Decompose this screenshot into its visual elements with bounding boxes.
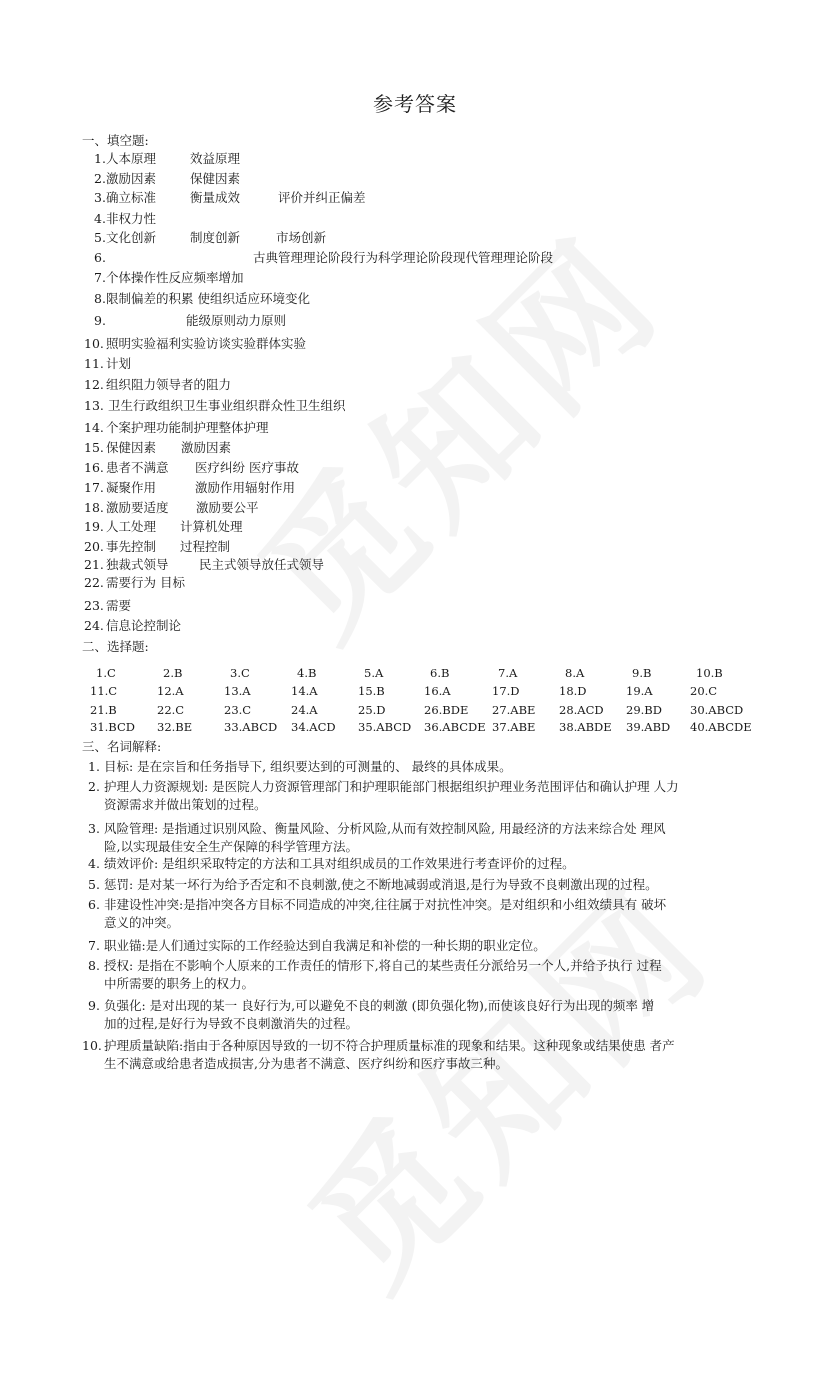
item-number: 5. (88, 877, 100, 892)
definition-text: 职业锚:是人们通过实际的工作经验达到自我满足和补偿的一种长期的职业定位。 (104, 938, 546, 953)
definition-text: 惩罚: 是对某一坏行为给予否定和不良刺激,使之不断地减弱或消退,是行为导致不良刺激出现的过程。 (104, 877, 658, 892)
definition-item (88, 876, 753, 894)
choice-answer: 16.A (424, 684, 451, 698)
definition-item (82, 1037, 747, 1072)
choice-answer: 6.B (430, 666, 450, 680)
choice-answer: 3.C (230, 666, 250, 680)
answer-text: 限制偏差的积累 使组织适应环境变化 (106, 291, 310, 306)
choice-answer: 4.B (297, 666, 317, 680)
item-number: 7. (88, 938, 100, 953)
item-number: 13. (84, 398, 104, 413)
item-number: 6. (94, 250, 106, 265)
definition-item (88, 758, 753, 776)
answer-text: 照明实验福利实验访谈实验群体实验 (106, 336, 307, 351)
answer-text: 计划 (106, 356, 132, 371)
item-number: 7. (94, 270, 106, 285)
section-heading-multiple-choice: 二、选择题: (82, 639, 149, 654)
choice-answer: 24.A (291, 703, 318, 717)
definition-text: 生不满意或给患者造成损害,分为患者不满意、医疗纠纷和医疗事故三种。 (104, 1055, 508, 1071)
choice-answer: 20.C (690, 684, 718, 698)
choice-answer: 14.A (291, 684, 318, 698)
definition-text: 中所需要的职务上的权力。 (104, 975, 255, 991)
choice-answer: 39.ABD (626, 720, 671, 734)
choice-answer: 18.D (559, 684, 587, 698)
answer-text: 保健因素 (190, 171, 241, 186)
answer-text: 需要 (106, 598, 132, 613)
answer-text: 衡量成效 (190, 190, 241, 205)
definition-item (88, 778, 753, 813)
choice-answer: 15.B (358, 684, 385, 698)
item-number: 1. (94, 151, 106, 166)
item-number: 2. (94, 171, 106, 186)
item-number: 17. (84, 480, 104, 495)
choice-answer: 9.B (632, 666, 652, 680)
answer-text: 卫生行政组织卫生事业组织群众性卫生组织 (108, 398, 346, 413)
answer-text: 非权力性 (106, 211, 157, 226)
definition-text: 风险管理: 是指通过识别风险、衡量风险、分析风险,从而有效控制风险, 用最经济的方法来综合处 理风 (104, 821, 666, 836)
item-number: 14. (84, 420, 104, 435)
item-number: 22. (84, 575, 104, 590)
answer-text: 评价并纠正偏差 (278, 190, 366, 205)
definition-text: 资源需求并做出策划的过程。 (104, 796, 267, 812)
definition-text: 护理人力资源规划: 是医院人力资源管理部门和护理职能部门根据组织护理业务范围评估和确认护理 人力 (104, 779, 679, 794)
answer-text: 古典管理理论阶段行为科学理论阶段现代管理理论阶段 (253, 250, 554, 265)
definition-text: 意义的冲突。 (104, 914, 180, 930)
answer-text: 凝聚作用 (106, 480, 157, 495)
item-number: 20. (84, 539, 104, 554)
answer-text: 独裁式领导 (106, 557, 169, 572)
choice-answer: 38.ABDE (559, 720, 612, 734)
choice-answer: 32.BE (157, 720, 193, 734)
answer-text: 确立标准 (106, 190, 157, 205)
answer-text: 制度创新 (190, 230, 241, 245)
choice-answer: 17.D (492, 684, 520, 698)
item-number: 3. (88, 821, 100, 836)
answer-text: 激励要适度 (106, 500, 169, 515)
answer-text: 激励作用辐射作用 (195, 480, 296, 495)
item-number: 16. (84, 460, 104, 475)
answer-text: 激励因素 (181, 440, 232, 455)
definition-text: 授权: 是指在不影响个人原来的工作责任的情形下,将自己的某些责任分派给另一个人,并给予执行 过程 (104, 958, 662, 973)
choice-answer: 27.ABE (492, 703, 536, 717)
item-number: 4. (88, 856, 100, 871)
item-number: 8. (94, 291, 106, 306)
answer-text: 信息论控制论 (106, 618, 182, 633)
answer-text: 人本原理 (106, 151, 157, 166)
item-number: 8. (88, 958, 100, 973)
item-number: 21. (84, 557, 104, 572)
choice-answer: 25.D (358, 703, 386, 717)
answer-text: 市场创新 (276, 230, 327, 245)
item-number: 19. (84, 519, 104, 534)
answer-text: 文化创新 (106, 230, 157, 245)
page-title: 参考答案 (373, 92, 457, 116)
choice-answer: 19.A (626, 684, 653, 698)
definition-text: 险,以实现最佳安全生产保障的科学管理方法。 (104, 838, 358, 854)
choice-answer: 36.ABCDE (424, 720, 486, 734)
choice-answer: 40.ABCDE (690, 720, 752, 734)
definition-item (88, 957, 753, 992)
section-heading-definitions: 三、名词解释: (82, 739, 162, 754)
item-number: 9. (88, 998, 100, 1013)
item-number: 10. (84, 336, 104, 351)
choice-answer: 33.ABCD (224, 720, 278, 734)
choice-answer: 37.ABE (492, 720, 536, 734)
answer-text: 组织阻力领导者的阻力 (106, 377, 232, 392)
choice-answer: 2.B (163, 666, 183, 680)
definition-text: 非建设性冲突:是指冲突各方目标不同造成的冲突,往往属于对抗性冲突。是对组织和小组效绩具有 破坏 (104, 897, 667, 912)
answer-text: 事先控制 (106, 539, 157, 554)
choice-answer: 7.A (498, 666, 518, 680)
answer-text: 人工处理 (106, 519, 157, 534)
item-number: 9. (94, 313, 106, 328)
choice-answer: 1.C (96, 666, 116, 680)
choice-answer: 28.ACD (559, 703, 604, 717)
choice-answer: 26.BDE (424, 703, 469, 717)
answer-text: 激励因素 (106, 171, 157, 186)
choice-answer: 12.A (157, 684, 184, 698)
definition-text: 绩效评价: 是组织采取特定的方法和工具对组织成员的工作效果进行考查评价的过程。 (104, 856, 575, 871)
choice-answer: 35.ABCD (358, 720, 412, 734)
item-number: 15. (84, 440, 104, 455)
definition-item (88, 820, 753, 855)
answer-text: 个体操作性反应频率增加 (106, 270, 244, 285)
choice-answer: 21.B (90, 703, 117, 717)
item-number: 3. (94, 190, 106, 205)
definition-text: 护理质量缺陷:指由于各种原因导致的一切不符合护理质量标准的现象和结果。这种现象或结果使患 者产 (104, 1038, 675, 1053)
choice-answer: 31.BCD (90, 720, 135, 734)
item-number: 1. (88, 759, 100, 774)
definition-item (88, 896, 753, 931)
item-number: 24. (84, 618, 104, 633)
answer-text: 患者不满意 (106, 460, 169, 475)
answer-text: 计算机处理 (180, 519, 243, 534)
answer-text: 激励要公平 (196, 500, 259, 515)
definition-item (88, 997, 753, 1032)
definition-item (88, 937, 753, 955)
answer-text: 需要行为 目标 (106, 575, 185, 590)
answer-text: 能级原则动力原则 (186, 313, 287, 328)
choice-answer: 11.C (90, 684, 118, 698)
item-number: 23. (84, 598, 104, 613)
item-number: 6. (88, 897, 100, 912)
choice-answer: 23.C (224, 703, 252, 717)
answer-text: 过程控制 (180, 539, 231, 554)
choice-answer: 13.A (224, 684, 251, 698)
choice-answer: 5.A (364, 666, 384, 680)
choice-answer: 22.C (157, 703, 185, 717)
answer-text: 保健因素 (106, 440, 157, 455)
item-number: 10. (82, 1038, 102, 1053)
item-number: 5. (94, 230, 106, 245)
choice-answer: 34.ACD (291, 720, 336, 734)
item-number: 11. (84, 356, 104, 371)
definition-text: 加的过程,是好行为导致不良刺激消失的过程。 (104, 1015, 358, 1031)
item-number: 12. (84, 377, 104, 392)
choice-answer: 30.ABCD (690, 703, 744, 717)
choice-answer: 8.A (565, 666, 585, 680)
definition-text: 负强化: 是对出现的某一 良好行为,可以避免不良的刺激 (即负强化物),而使该良好行为出现的频率 增 (104, 998, 655, 1013)
answer-text: 效益原理 (190, 151, 241, 166)
item-number: 2. (88, 779, 100, 794)
answer-text: 医疗纠纷 医疗事故 (195, 460, 299, 475)
item-number: 4. (94, 211, 106, 226)
item-number: 18. (84, 500, 104, 515)
choice-answer: 29.BD (626, 703, 662, 717)
choice-answer: 10.B (696, 666, 723, 680)
answer-text: 个案护理功能制护理整体护理 (106, 420, 269, 435)
definition-item (88, 855, 753, 873)
section-heading-fill-blank: 一、填空题: (82, 133, 149, 148)
definition-text: 目标: 是在宗旨和任务指导下, 组织要达到的可测量的、 最终的具体成果。 (104, 759, 512, 774)
answer-text: 民主式领导放任式领导 (199, 557, 325, 572)
